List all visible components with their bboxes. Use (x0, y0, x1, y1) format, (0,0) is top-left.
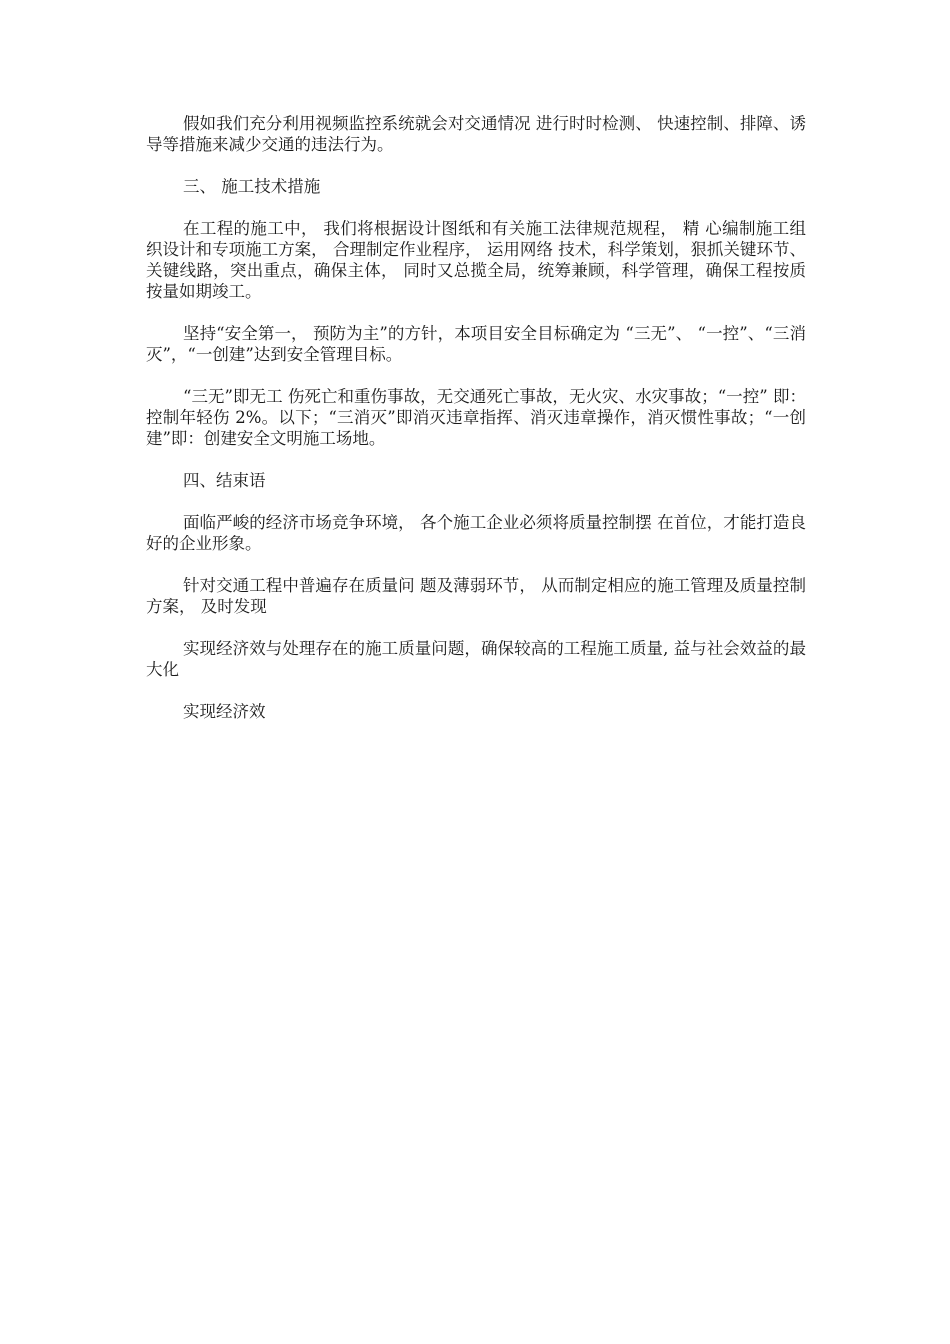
paragraph-quality-issues: 针对交通工程中普遍存在质量问 题及薄弱环节， 从而制定相应的施工管理及质量控制方案， 及时发现 (146, 576, 806, 616)
paragraph-market-competition: 面临严峻的经济市场竞争环境， 各个施工企业必须将质量控制摆 在首位，才能打造良好的企业形象。 (146, 513, 806, 553)
document-body (146, 113, 806, 743)
section-heading-conclusion: 四、结束语 (183, 471, 266, 490)
paragraph-economic-fragment: 实现经济效 (183, 702, 266, 721)
paragraph-safety-policy: 坚持“安全第一， 预防为主”的方针，本项目安全目标确定为 “三无”、 “一控”、“三消灭”，“一创建”达到安全管理目标。 (146, 324, 806, 364)
section-heading-construction-measures: 三、 施工技术措施 (183, 177, 321, 196)
paragraph-surveillance: 假如我们充分利用视频监控系统就会对交通情况 进行时时检测、 快速控制、排障、诱导等措施来减少交通的违法行为。 (146, 114, 806, 154)
paragraph-safety-targets: “三无”即无工 伤死亡和重伤事故，无交通死亡事故，无火灾、水灾事故；“一控” 即：控制年轻伤 2%。以下；“三消灭”即消灭违章指挥、消灭违章操作，消灭惯性事故；“一创建”即：创建安全文明施工场地。 (146, 387, 806, 448)
paragraph-construction-plan: 在工程的施工中， 我们将根据设计图纸和有关施工法律规范规程， 精 心编制施工组织设计和专项施工方案， 合理制定作业程序， 运用网络 技术，科学策划，狠抓关键环节、关键线路，突出重点，确保主体， 同时又总揽全局，统筹兼顾，科学管理，确保工程按质按量如期竣工。 (146, 219, 806, 301)
paragraph-economic-benefit: 实现经济效与处理存在的施工质量问题，确保较高的工程施工质量, 益与社会效益的最大化 (146, 639, 806, 679)
